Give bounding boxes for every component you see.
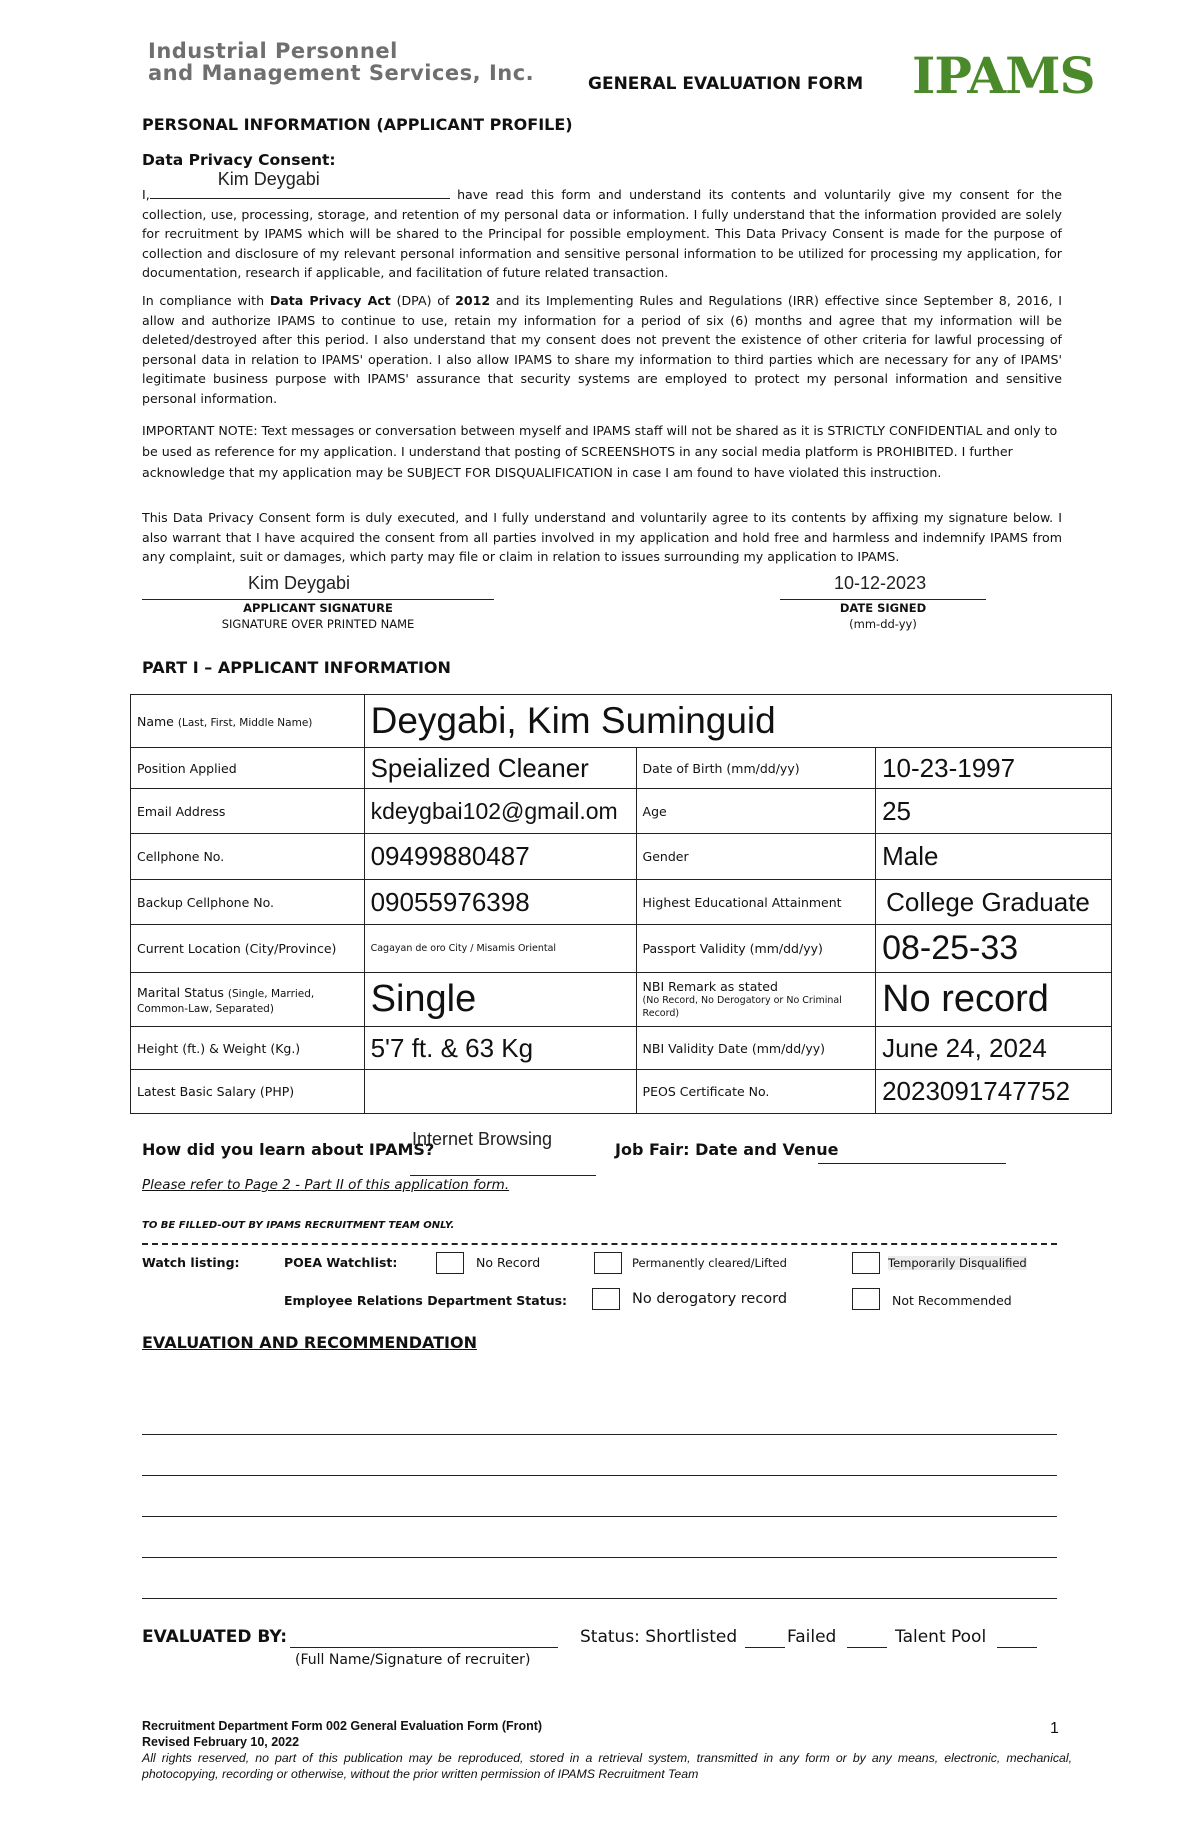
evaluation-title: EVALUATION AND RECOMMENDATION <box>142 1333 477 1352</box>
evaluation-line-2[interactable] <box>142 1475 1057 1476</box>
table-row <box>131 789 1112 834</box>
applicant-info-table <box>130 694 1112 1114</box>
name-label: Name <box>137 713 174 729</box>
table-row <box>131 1070 1112 1114</box>
peos-value: 2023091747752 <box>876 1070 1112 1114</box>
watch-listing-label: Watch listing: <box>142 1255 240 1270</box>
compliance-text: and its Implementing Rules and Regulations (IRR) effective since September 8, 2016, I allow and authorize IPAMS to continue to use, retain my information for a period of six (6) months and agree that my information will be deleted/destroyed after this period. I also understand that my consent does not prevent the existence of other criteria for lawful processing of personal data in relation to IPAMS' operation. I also allow IPAMS to share my information to third parties which are necessary for any of IPAMS' legitimate business purpose with IPAMS' assurance that security systems are employed to protect my personal information and sensitive personal information. <box>142 293 1062 406</box>
signature-line <box>142 599 494 600</box>
consent-name-line <box>150 169 450 199</box>
refer-note: Please refer to Page 2 - Part II of this application form. <box>142 1177 510 1193</box>
checkbox-no-derogatory-label: No derogatory record <box>632 1291 788 1307</box>
nbi-remark-cell <box>636 973 876 1027</box>
checkbox-temp-disqualified-label: Temporarily Disqualified <box>888 1256 1027 1270</box>
position-value: Speialized Cleaner <box>364 748 636 789</box>
footer-rights: All rights reserved, no part of this publication may be reproduced, stored in a retrieval system, transmitted in any form or by any means, electronic, mechanical, photocopying, recording or otherwise, without the prior written permission of IPAMS Recruitment Team <box>142 1751 1072 1781</box>
underline <box>410 1175 596 1176</box>
name-hint: (Last, First, Middle Name) <box>177 716 313 729</box>
dob-label: Date of Birth (mm/dd/yy) <box>636 748 876 789</box>
age-value: 25 <box>876 789 1112 834</box>
marital-label: Marital Status <box>137 984 224 1000</box>
job-fair-line <box>818 1163 1006 1164</box>
job-fair-label: Job Fair: Date and Venue <box>615 1140 839 1159</box>
status-shortlisted-label: Status: Shortlisted <box>580 1627 738 1647</box>
checkbox-cleared[interactable] <box>594 1252 622 1274</box>
evaluation-line-4[interactable] <box>142 1557 1057 1558</box>
name-value: Deygabi, Kim Suminguid <box>364 695 1111 748</box>
compliance-year: 2012 <box>455 293 491 308</box>
backup-cellphone-value: 09055976398 <box>364 880 636 925</box>
table-row <box>131 973 1112 1027</box>
signature-sublabel: SIGNATURE OVER PRINTED NAME <box>221 617 415 631</box>
poea-label: POEA Watchlist: <box>284 1255 398 1270</box>
date-line <box>780 599 986 600</box>
shortlisted-blank[interactable] <box>745 1647 785 1648</box>
checkbox-temp-disqualified[interactable] <box>852 1252 880 1274</box>
table-row <box>131 695 1112 748</box>
talent-pool-label: Talent Pool <box>895 1627 987 1647</box>
checkbox-no-record-label: No Record <box>476 1255 541 1270</box>
evaluator-hint: (Full Name/Signature of recruiter) <box>295 1652 531 1668</box>
salary-label: Latest Basic Salary (PHP) <box>131 1070 365 1114</box>
nbi-remark-hint: (No Record, No Derogatory or No Criminal Record) <box>642 995 842 1019</box>
part1-title: PART I – APPLICANT INFORMATION <box>142 658 451 677</box>
location-label: Current Location (City/Province) <box>131 925 365 973</box>
compliance-pre: In compliance with <box>142 293 265 308</box>
dashed-divider <box>142 1243 1057 1245</box>
table-row <box>131 1027 1112 1070</box>
learn-question: How did you learn about IPAMS? <box>142 1140 435 1159</box>
compliance-paragraph <box>142 291 1062 408</box>
gender-value: Male <box>876 834 1112 880</box>
failed-blank[interactable] <box>847 1647 887 1648</box>
table-row <box>131 925 1112 973</box>
height-weight-label: Height (ft.) & Weight (Kg.) <box>131 1027 365 1070</box>
date-signed-label: DATE SIGNED <box>839 601 927 615</box>
compliance-mid: (DPA) of <box>396 293 450 308</box>
nbi-remark-label: NBI Remark as stated <box>642 979 778 994</box>
consent-paragraph <box>142 169 1062 283</box>
marital-label-cell <box>131 973 365 1027</box>
recruitment-notice: TO BE FILLED-OUT BY IPAMS RECRUITMENT TEAM ONLY. <box>142 1220 455 1231</box>
marital-value: Single <box>364 973 636 1027</box>
page-number: 1 <box>1050 1720 1059 1737</box>
age-label: Age <box>636 789 876 834</box>
passport-value: 08-25-33 <box>876 925 1112 973</box>
date-format-hint: (mm-dd-yy) <box>849 617 917 631</box>
footer-revised: Revised February 10, 2022 <box>142 1735 300 1749</box>
education-value: College Graduate <box>876 880 1112 925</box>
consent-prefix: I, <box>142 187 150 202</box>
important-note: IMPORTANT NOTE: Text messages or conversation between myself and IPAMS staff will not be shared as it is STRICTLY CONFIDENTIAL and only to be used as reference for my application. I understand that posting of SCREENSHOTS in any social media platform is PROHIBITED. I further acknowledge that my application may be SUBJECT FOR DISQUALIFICATION in case I am found to have violated this instruction. <box>142 423 1058 480</box>
company-name-line2: and Management Services, Inc. <box>148 61 535 85</box>
checkbox-cleared-label: Permanently cleared/Lifted <box>632 1256 787 1270</box>
evaluated-by-label: EVALUATED BY: <box>142 1627 288 1647</box>
date-signed-value: 10-12-2023 <box>834 573 927 593</box>
failed-label: Failed <box>787 1627 837 1647</box>
compliance-act: Data Privacy Act <box>269 293 391 308</box>
checkbox-no-derogatory[interactable] <box>592 1288 620 1310</box>
checkbox-no-record[interactable] <box>436 1252 464 1274</box>
evaluation-line-3[interactable] <box>142 1516 1057 1517</box>
marital-hint: (Single, Married, Common-Law, Separated) <box>137 987 315 1015</box>
footer-form-id: Recruitment Department Form 002 General Evaluation Form (Front) <box>142 1719 543 1733</box>
company-name-line1: Industrial Personnel <box>148 39 398 63</box>
execution-paragraph: This Data Privacy Consent form is duly executed, and I fully understand and voluntarily agree to its contents by affixing my signature below. I also warrant that I have acquired the consent from all parties involved in my application and hold free and harmless and indemnify IPAMS from any complaint, suit or damages, which party may file or claim in relation to issues surrounding my application to IPAMS. <box>142 510 1062 564</box>
learn-answer: Internet Browsing <box>412 1129 553 1149</box>
talent-pool-blank[interactable] <box>997 1647 1037 1648</box>
nbi-validity-label: NBI Validity Date (mm/dd/yy) <box>636 1027 876 1070</box>
form-title: GENERAL EVALUATION FORM <box>588 74 864 94</box>
passport-label: Passport Validity (mm/dd/yy) <box>636 925 876 973</box>
email-value: kdeygbai102@gmail.om <box>364 789 636 834</box>
peos-label: PEOS Certificate No. <box>636 1070 876 1114</box>
evaluator-line[interactable] <box>290 1647 558 1648</box>
evaluation-line-5[interactable] <box>142 1598 1057 1599</box>
nbi-validity-value: June 24, 2024 <box>876 1027 1112 1070</box>
table-row <box>131 834 1112 880</box>
applicant-signature: Kim Deygabi <box>248 573 351 593</box>
height-weight-value: 5'7 ft. & 63 Kg <box>364 1027 636 1070</box>
checkbox-not-recommended[interactable] <box>852 1288 880 1310</box>
erd-status-label: Employee Relations Department Status: <box>284 1293 568 1308</box>
table-row <box>131 748 1112 789</box>
salary-value <box>364 1070 636 1114</box>
location-value: Cagayan de oro City / Misamis Oriental <box>364 925 636 973</box>
education-label: Highest Educational Attainment <box>636 880 876 925</box>
checkbox-not-recommended-label: Not Recommended <box>892 1293 1012 1308</box>
evaluation-line-1[interactable] <box>142 1434 1057 1435</box>
company-logo <box>148 40 538 84</box>
nbi-remark-value: No record <box>876 973 1112 1027</box>
cellphone-label: Cellphone No. <box>131 834 365 880</box>
backup-cellphone-label: Backup Cellphone No. <box>131 880 365 925</box>
signature-label: APPLICANT SIGNATURE <box>243 601 393 615</box>
consent-text: have read this form and understand its contents and voluntarily give my consent for the collection, use, processing, storage, and retention of my personal data or information. I fully understand that the information provided are solely for recruitment by IPAMS which will be shared to the Principal for possible employment. This Data Privacy Consent is made for the purpose of collection and disclosure of my relevant personal information and sensitive personal information to be utilized for processing my application, for documentation, research if applicable, and facilitation of future related transaction. <box>142 187 1062 280</box>
dob-value: 10-23-1997 <box>876 748 1112 789</box>
gender-label: Gender <box>636 834 876 880</box>
consent-name: Kim Deygabi <box>217 169 320 189</box>
footer <box>142 1718 1072 1782</box>
section-title-personal-info: PERSONAL INFORMATION (APPLICANT PROFILE) <box>142 115 573 134</box>
ipams-logo: IPAMS <box>912 46 1095 105</box>
email-label: Email Address <box>131 789 365 834</box>
consent-title: Data Privacy Consent: <box>142 151 336 169</box>
position-label: Position Applied <box>131 748 365 789</box>
name-label-cell <box>131 695 365 748</box>
cellphone-value: 09499880487 <box>364 834 636 880</box>
table-row <box>131 880 1112 925</box>
